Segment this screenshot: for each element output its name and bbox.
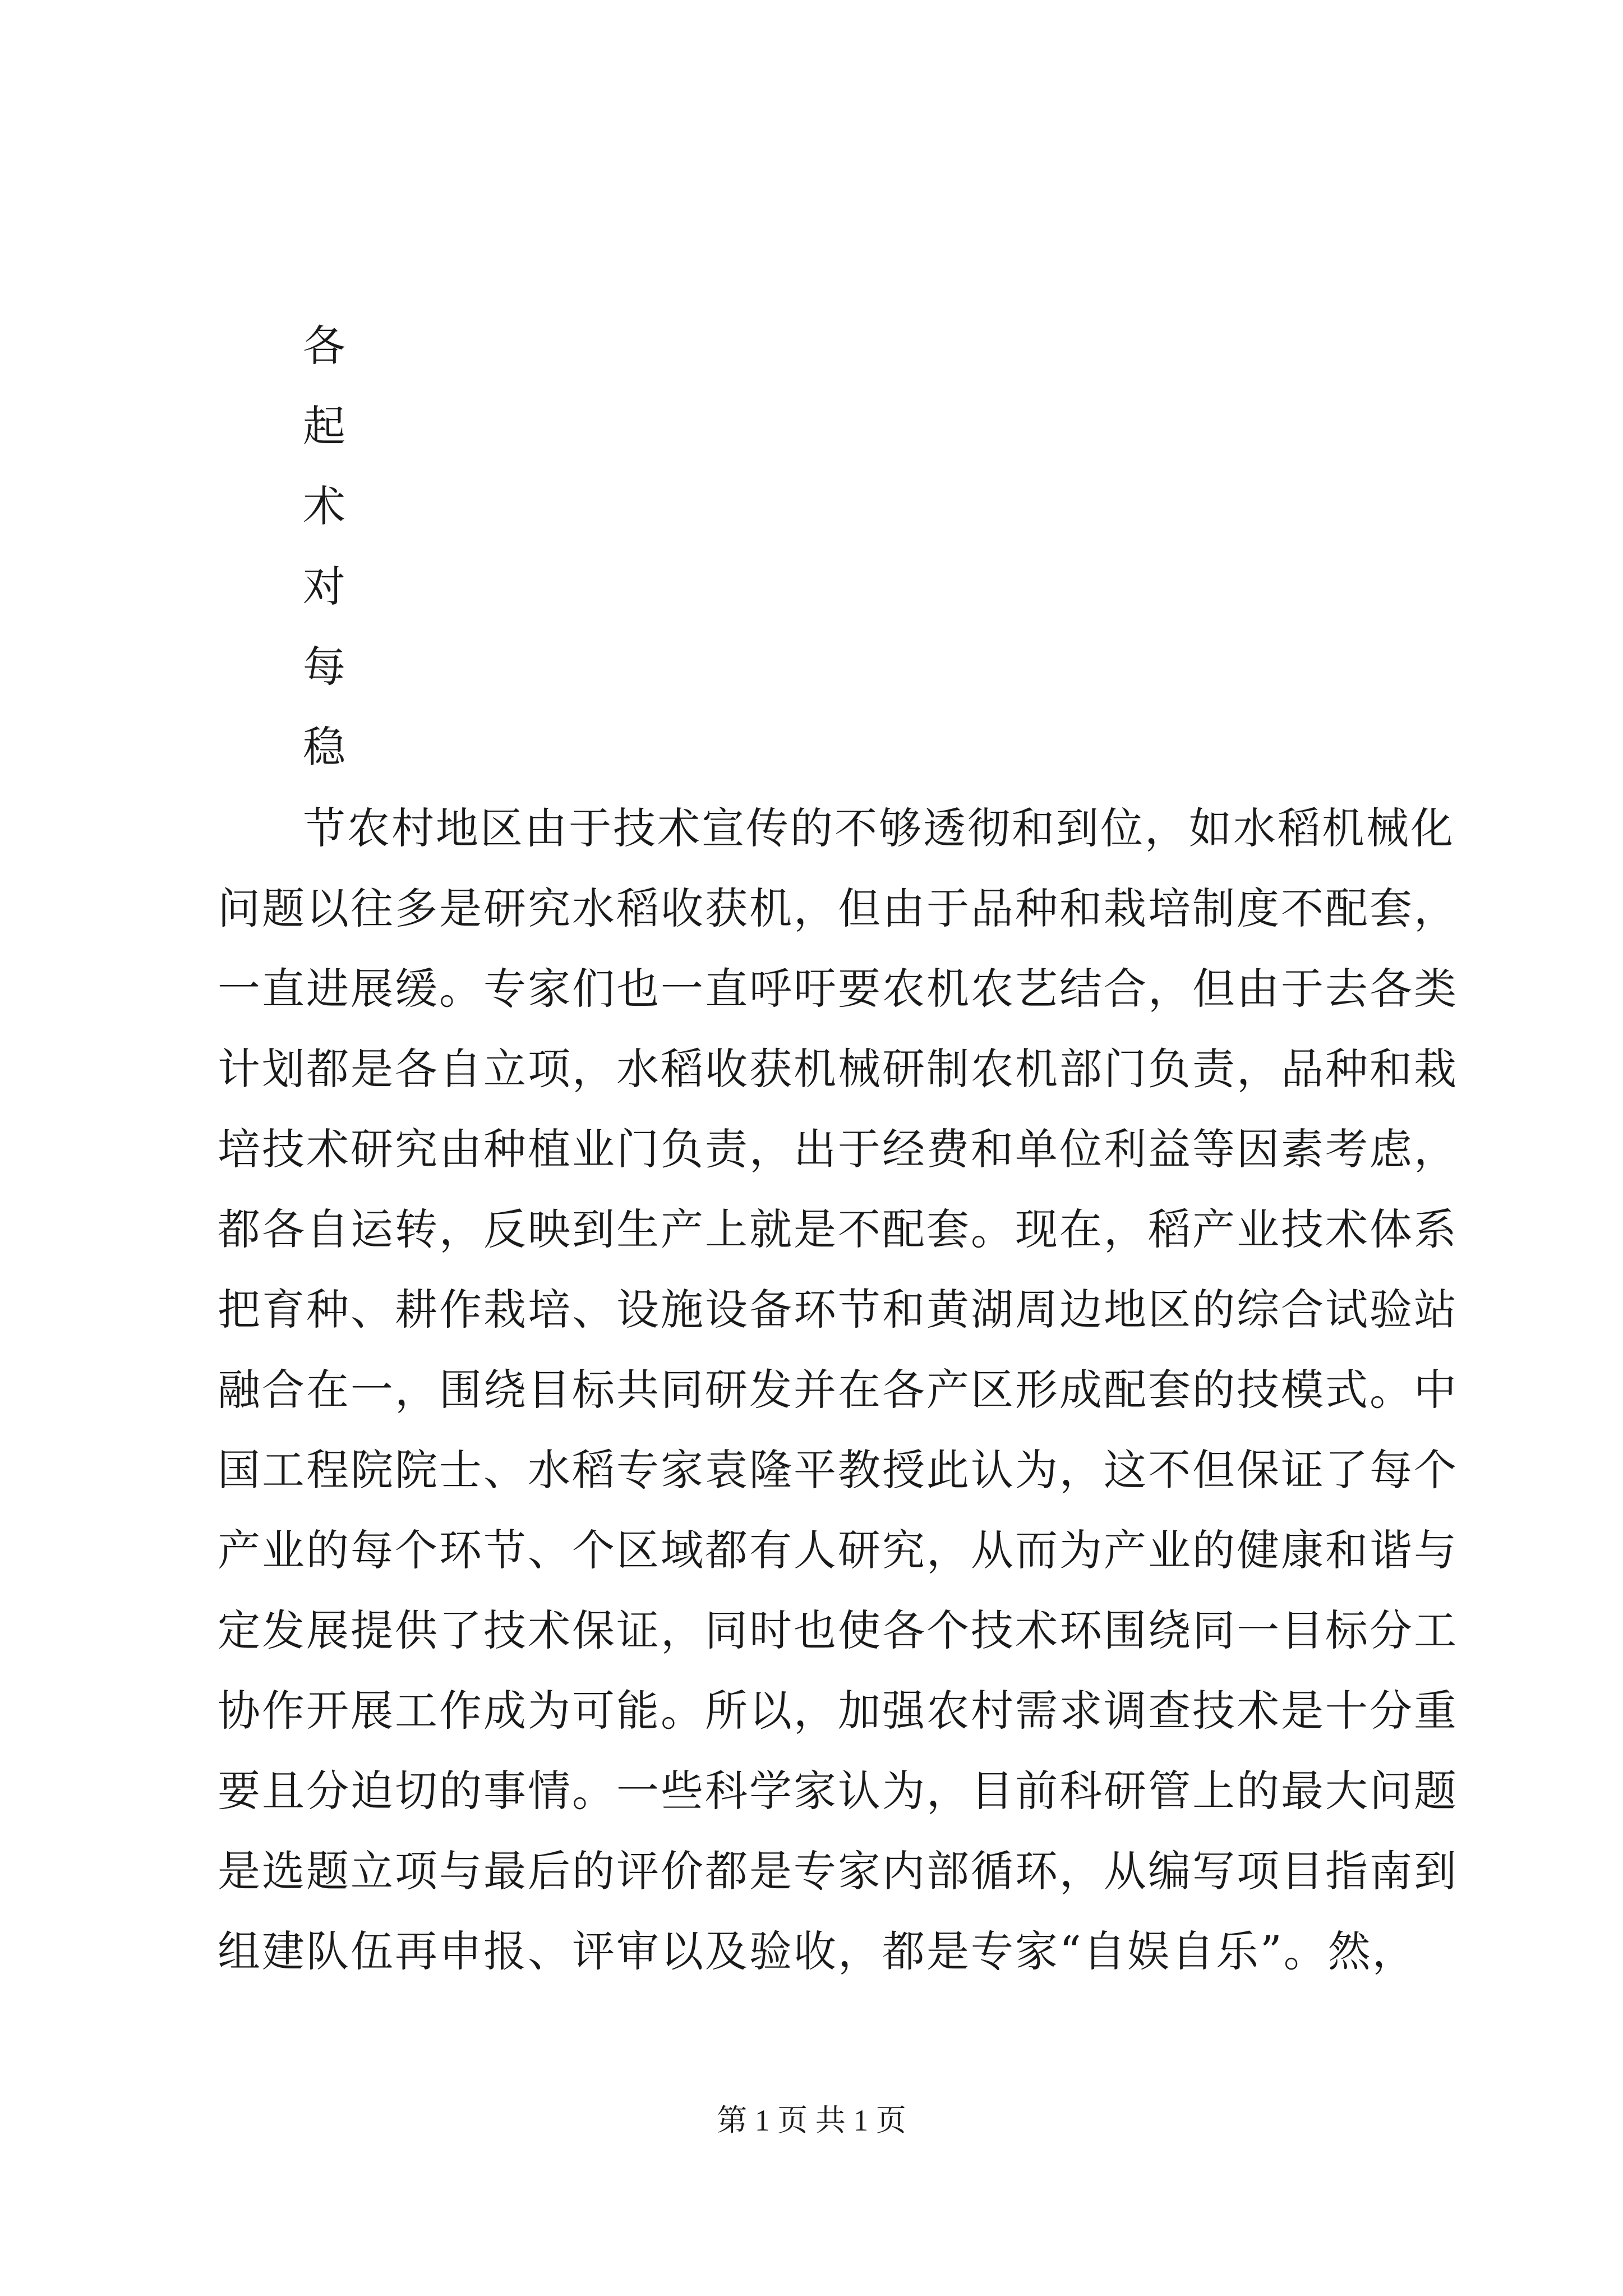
vertical-char: 对	[303, 562, 345, 611]
text-line: 培技术研究由种植业门负责，出于经费和单位利益等因素考虑，	[218, 1124, 1458, 1174]
vertical-char: 稳	[303, 722, 345, 772]
text-line: 国工程院院士、水稻专家袁隆平教授此认为，这不但保证了每个	[218, 1445, 1458, 1495]
vertical-character-column	[303, 306, 393, 787]
text-line: 都各自运转，反映到生产上就是不配套。现在，稻产业技术体系	[218, 1204, 1458, 1254]
vertical-char: 每	[303, 642, 345, 692]
page-footer: 第 1 页 共 1 页	[717, 2104, 906, 2137]
text-line: 是选题立项与最后的评价都是专家内部循环，从编写项目指南到	[218, 1846, 1458, 1896]
text-line: 计划都是各自立项，水稻收获机械研制农机部门负责，品种和栽	[218, 1044, 1458, 1094]
text-line: 定发展提供了技术保证，同时也使各个技术环围绕同一目标分工	[218, 1605, 1458, 1655]
text-line: 节农村地区由于技术宣传的不够透彻和到位，如水稻机械化	[303, 803, 1455, 853]
text-line: 把育种、耕作栽培、设施设备环节和黄湖周边地区的综合试验站	[218, 1285, 1458, 1335]
text-line: 要且分迫切的事情。一些科学家认为，目前科研管上的最大问题	[218, 1766, 1458, 1816]
text-line: 融合在一，围绕目标共同研发并在各产区形成配套的技模式。中	[218, 1365, 1458, 1415]
vertical-char: 各	[303, 321, 345, 371]
text-line: 一直进展缓。专家们也一直呼吁要农机农艺结合，但由于去各类	[218, 964, 1458, 1014]
vertical-char: 术	[303, 481, 345, 531]
body-paragraph	[218, 788, 1458, 1991]
vertical-char: 起	[303, 401, 345, 451]
text-line: 组建队伍再申报、评审以及验收，都是专家“自娱自乐”。然，	[218, 1926, 1417, 1976]
text-line: 协作开展工作成为可能。所以，加强农村需求调查技术是十分重	[218, 1686, 1458, 1736]
text-line: 产业的每个环节、个区域都有人研究，从而为产业的健康和谐与	[218, 1525, 1458, 1575]
text-line: 问题以往多是研究水稻收获机，但由于品种和栽培制度不配套，	[218, 884, 1458, 933]
